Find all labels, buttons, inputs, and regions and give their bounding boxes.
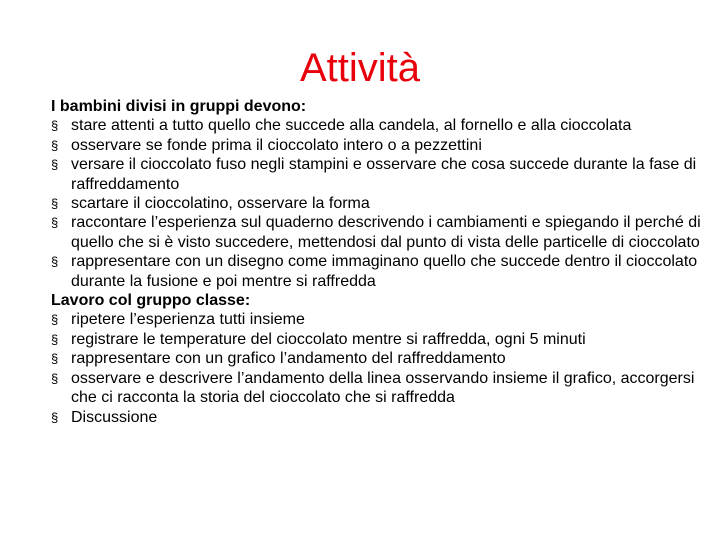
list-item-text: rappresentare con un grafico l’andamento del raffreddamento: [71, 350, 506, 368]
section-heading-groups: I bambini divisi in gruppi devono:: [51, 98, 307, 115]
slide-title: [0, 44, 720, 92]
list-item-text: stare attenti a tutto quello che succede alla candela, al fornello e alla cioccolata: [71, 117, 632, 135]
bullet-icon: §: [51, 331, 59, 347]
list-item-text: osservare se fonde prima il cioccolato intero o a pezzettini: [71, 136, 482, 154]
list-item-text: versare il cioccolato fuso negli stampini e osservare che cosa succede durante la fase di raffreddamento: [71, 156, 697, 193]
list-item: [51, 408, 701, 427]
list-item: [51, 194, 701, 213]
list-item-text: registrare le temperature del cioccolato mentre si raffredda, ogni 5 minuti: [71, 330, 586, 348]
groups-task-list: [51, 116, 701, 291]
bullet-icon: §: [51, 157, 59, 173]
list-item-text: ripetere l’esperienza tutti insieme: [71, 311, 305, 329]
list-item: [51, 349, 701, 368]
list-item: [51, 155, 701, 194]
slide-body: [51, 97, 701, 427]
bullet-icon: §: [51, 118, 59, 134]
list-item-text: rappresentare con un disegno come immaginano quello che succede dentro il cioccolato durante la fusione e poi mentre si raffredda: [71, 253, 698, 290]
bullet-icon: §: [51, 370, 59, 386]
list-item: [51, 136, 701, 155]
list-item: [51, 369, 701, 408]
list-item-text: scartare il cioccolatino, osservare la forma: [71, 195, 370, 213]
bullet-icon: §: [51, 196, 59, 212]
bullet-icon: §: [51, 137, 59, 153]
list-item: [51, 252, 701, 291]
list-item-text: osservare e descrivere l’andamento della linea osservando insieme il grafico, accorgersi che ci racconta la storia del cioccolato che si raffredda: [71, 369, 695, 407]
list-item: [51, 116, 701, 135]
class-task-list: [51, 310, 701, 426]
list-item: [51, 213, 701, 252]
list-item-text: raccontare l’esperienza sul quaderno descrivendo i cambiamenti e spiegando il perché di quello che si è visto succedere, mettendosi dal punto di vista delle particelle di cioccolato: [71, 214, 701, 251]
list-item: [51, 310, 701, 329]
bullet-icon: §: [51, 409, 59, 425]
bullet-icon: §: [51, 215, 59, 231]
bullet-icon: §: [51, 254, 59, 270]
bullet-icon: §: [51, 351, 59, 367]
bullet-icon: §: [51, 312, 59, 328]
slide-title-text: Attività: [299, 46, 421, 90]
section-heading-class: Lavoro col gruppo classe:: [51, 292, 251, 310]
list-item-text: Discussione: [71, 408, 158, 426]
list-item: [51, 330, 701, 349]
